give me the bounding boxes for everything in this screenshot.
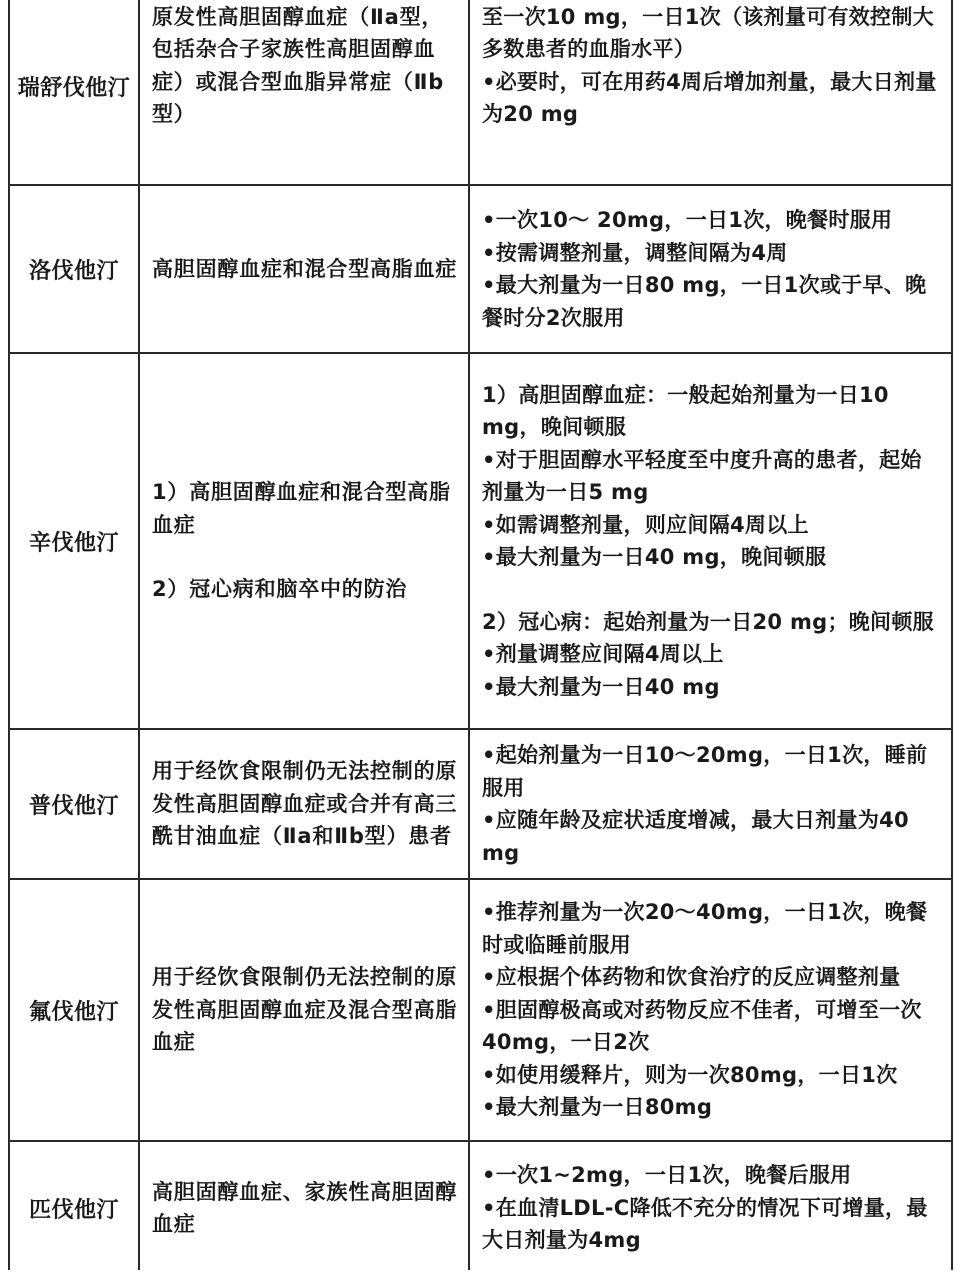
dosage-text: 至一次10 mg，一日1次（该剂量可有效控制大多数患者的血脂水平）	[482, 4, 934, 61]
indication-cell	[139, 1141, 469, 1275]
drug-name: 普伐他汀	[28, 793, 119, 819]
indication-cell	[139, 185, 469, 353]
table-row	[9, 729, 952, 879]
indication-text: 用于经饮食限制仍无法控制的原发性高胆固醇血症或合并有高三酰甘油血症（Ⅱa和Ⅱb型）患者	[152, 759, 458, 849]
dosage-text: •如使用缓释片，则为一次80mg，一日1次	[482, 1062, 898, 1087]
dosage-text: •应根据个体药物和饮食治疗的反应调整剂量	[482, 965, 901, 990]
statin-dosage-table	[8, 0, 953, 1276]
dosage-cell	[469, 0, 952, 185]
dosage-text: •最大剂量为一日80 mg，一日1次或于早、晚餐时分2次服用	[482, 273, 927, 330]
dosage-text: •最大剂量为一日40 mg	[482, 674, 720, 699]
indication-text: 高胆固醇血症、家族性高胆固醇血症	[152, 1179, 458, 1236]
dosage-text: •最大剂量为一日80mg	[482, 1095, 713, 1120]
dosage-cell	[469, 1141, 952, 1275]
dosage-text: 2）冠心病：起始剂量为一日20 mg；晚间顿服	[482, 609, 934, 634]
drug-name: 辛伐他汀	[28, 530, 119, 556]
dosage-text: •一次10～ 20mg，一日1次，晚餐时服用	[482, 208, 893, 232]
drug-name: 瑞舒伐他汀	[17, 75, 131, 101]
table-row	[9, 185, 952, 353]
indication-text: 2）冠心病和脑卒中的防治	[152, 577, 408, 602]
indication-text: 原发性高胆固醇血症（Ⅱa型，包括杂合子家族性高胆固醇血症）或混合型血脂异常症（Ⅱb型）	[152, 4, 445, 126]
dosage-text: •胆固醇极高或对药物反应不佳者，可增至一次40mg，一日2次	[482, 997, 922, 1055]
dosage-text: •按需调整剂量，调整间隔为4周	[482, 240, 788, 265]
drug-name: 氟伐他汀	[28, 999, 119, 1025]
indication-cell	[139, 729, 469, 879]
bottom-margin	[0, 1270, 961, 1280]
drug-name-cell	[9, 879, 139, 1141]
indication-cell	[139, 353, 469, 729]
dosage-text: •起始剂量为一日10～20mg，一日1次，睡前服用	[482, 743, 928, 800]
drug-name-cell	[9, 0, 139, 185]
drug-name-cell	[9, 353, 139, 729]
indication-text: 高胆固醇血症和混合型高脂血症	[152, 256, 458, 281]
dosage-text: •在血清LDL-C降低不充分的情况下可增量，最大日剂量为4mg	[482, 1195, 928, 1253]
dosage-text: •推荐剂量为一次20～40mg，一日1次，晚餐时或临睡前服用	[482, 900, 928, 957]
dosage-cell	[469, 185, 952, 353]
indication-cell	[139, 0, 469, 185]
dosage-text: •应随年龄及症状适度增减，最大日剂量为40 mg	[482, 808, 909, 865]
drug-name-cell	[9, 185, 139, 353]
drug-name: 匹伐他汀	[28, 1197, 119, 1223]
dosage-cell	[469, 353, 952, 729]
table-row	[9, 0, 952, 185]
dosage-text: 1）高胆固醇血症：一般起始剂量为一日10 mg，晚间顿服	[482, 382, 889, 440]
dosage-text: •一次1~2mg，一日1次，晚餐后服用	[482, 1163, 852, 1188]
indication-text: 1）高胆固醇血症和混合型高脂血症	[152, 480, 451, 537]
table-row	[9, 353, 952, 729]
table-row	[9, 879, 952, 1141]
dosage-text: •最大剂量为一日40 mg，晚间顿服	[482, 545, 827, 570]
drug-name-cell	[9, 1141, 139, 1275]
dosage-text: •对于胆固醇水平轻度至中度升高的患者，起始剂量为一日5 mg	[482, 447, 922, 505]
indication-text: 用于经饮食限制仍无法控制的原发性高胆固醇血症及混合型高脂血症	[152, 965, 458, 1055]
dosage-cell	[469, 879, 952, 1141]
dosage-cell	[469, 729, 952, 879]
dosage-text: •如需调整剂量，则应间隔4周以上	[482, 512, 809, 537]
table-row	[9, 1141, 952, 1275]
statin-dosage-table-container	[8, 0, 951, 1276]
indication-cell	[139, 879, 469, 1141]
drug-name-cell	[9, 729, 139, 879]
drug-name: 洛伐他汀	[28, 258, 119, 284]
dosage-text: •剂量调整应间隔4周以上	[482, 642, 724, 667]
dosage-text: •必要时，可在用药4周后增加剂量，最大日剂量为20 mg	[482, 69, 937, 126]
